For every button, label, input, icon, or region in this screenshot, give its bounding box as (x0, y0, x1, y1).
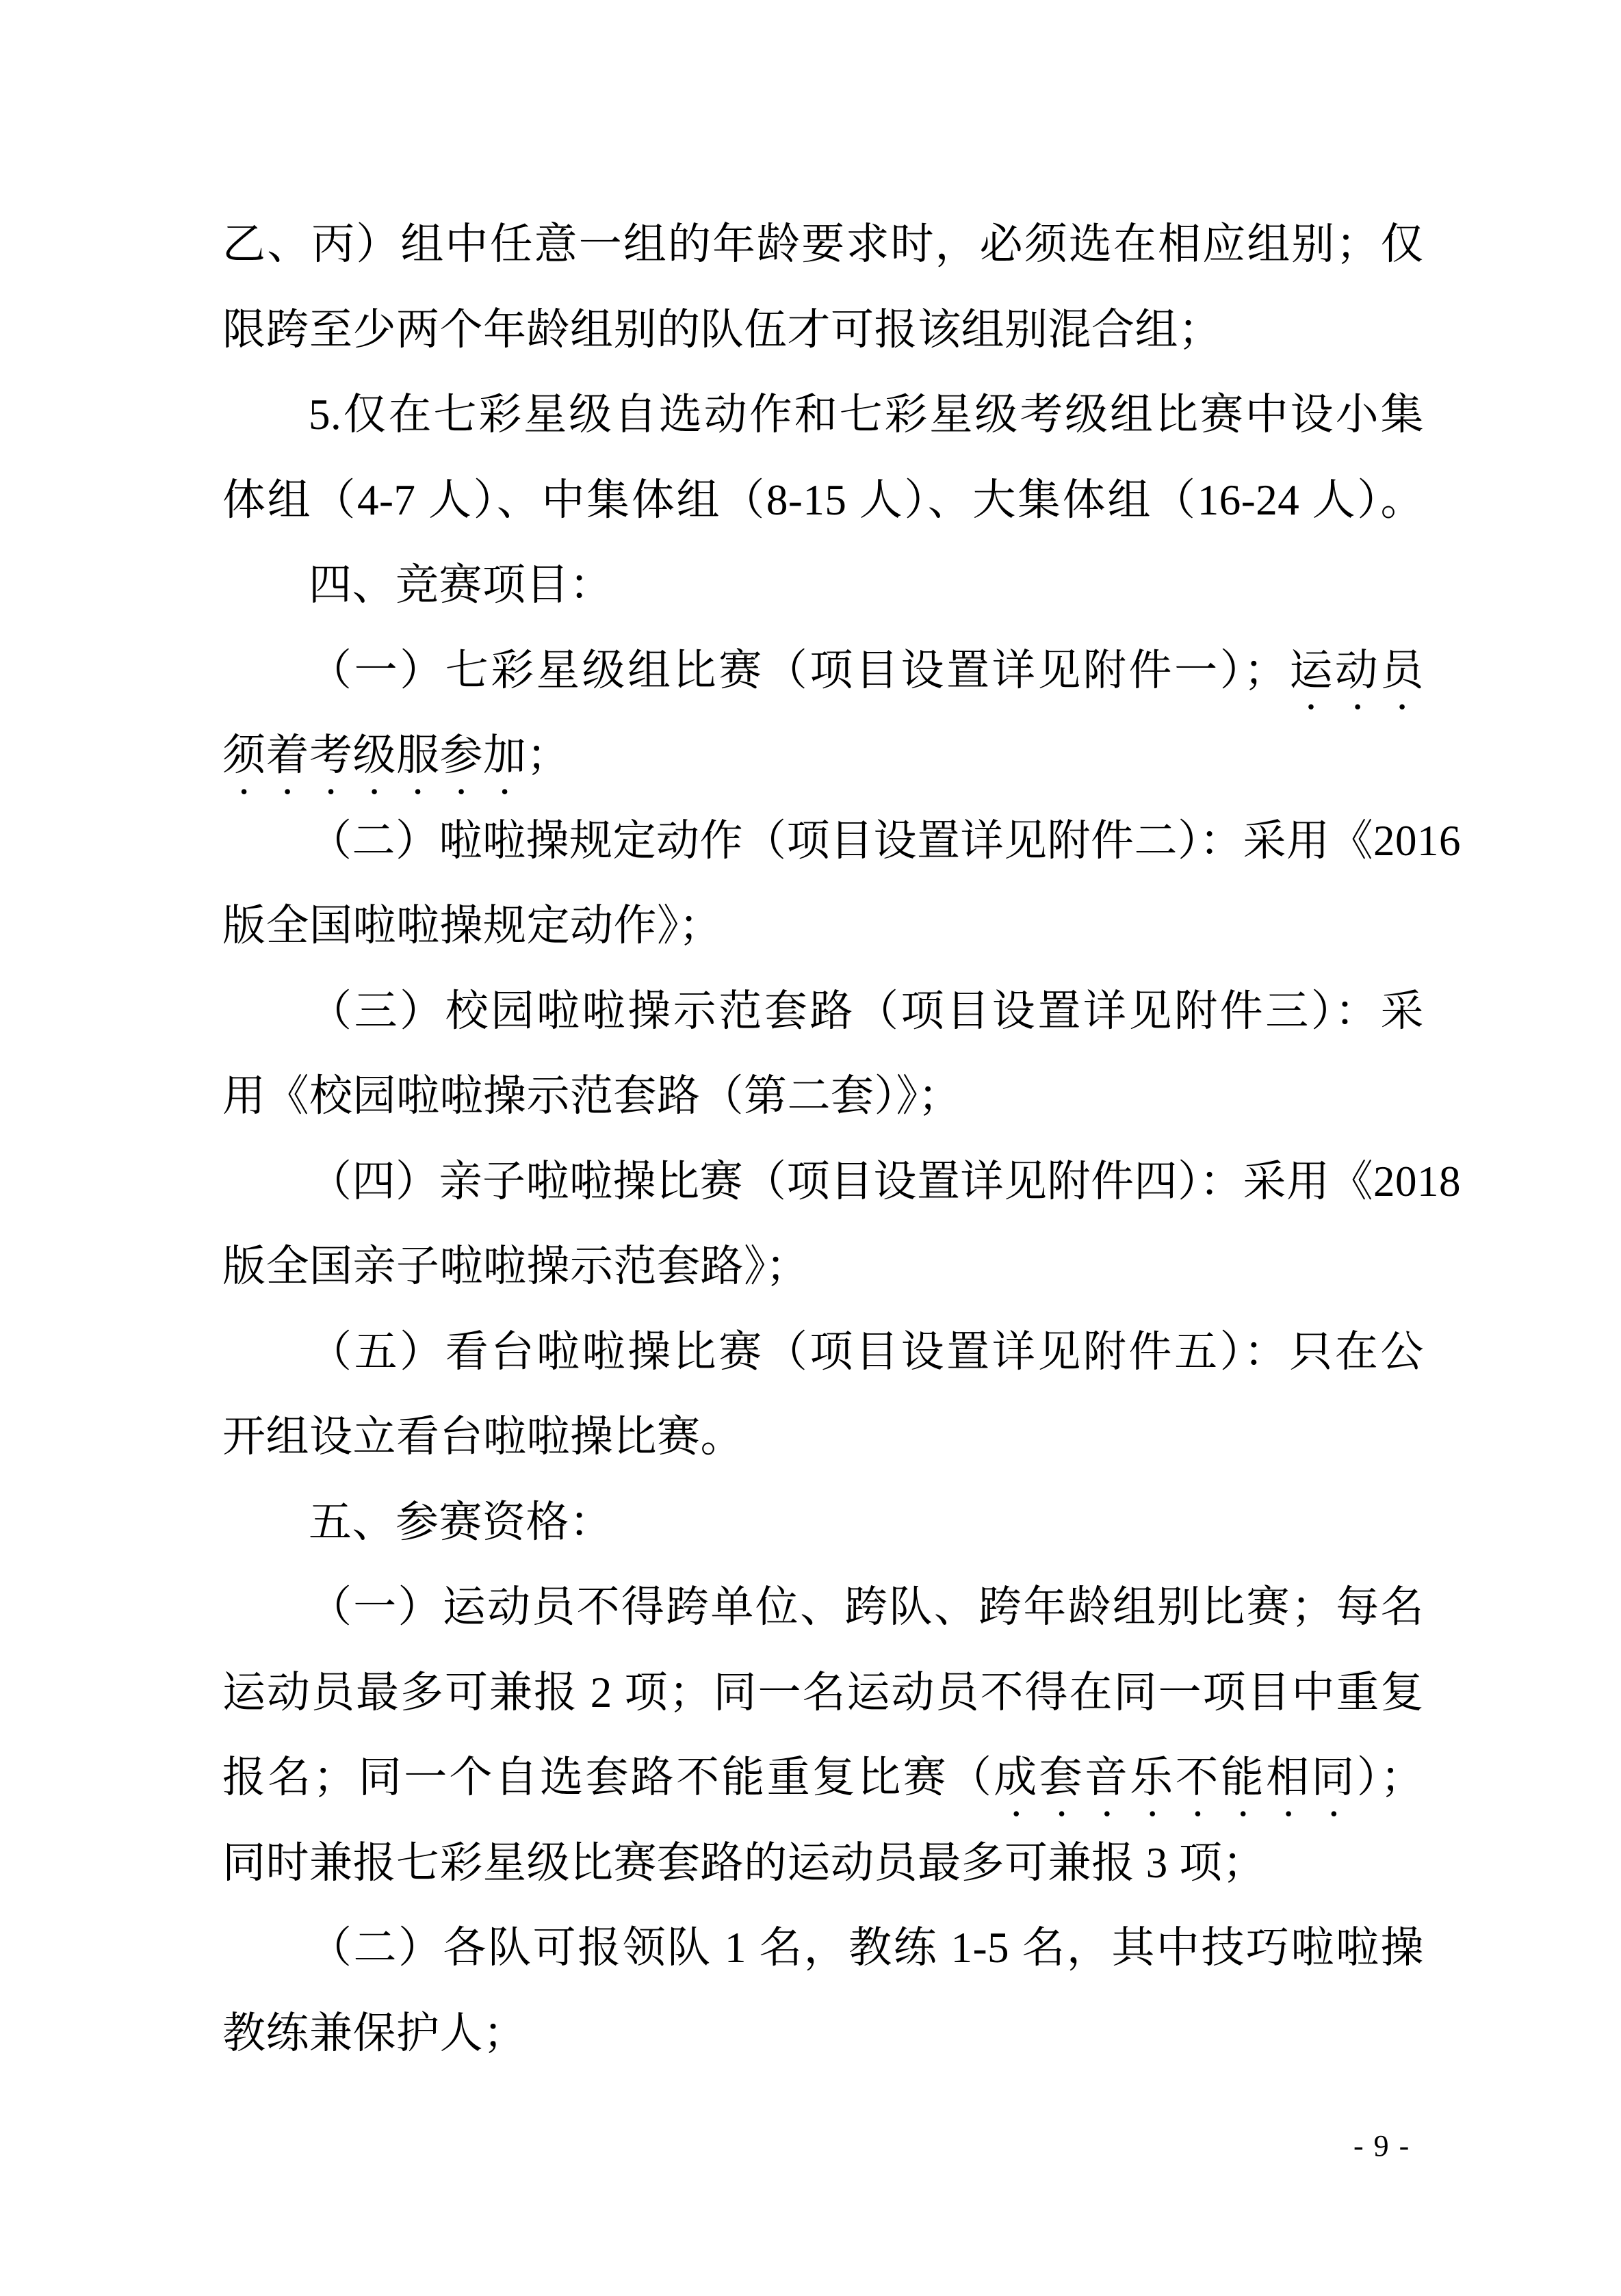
text-segment: 同时兼报七彩星级比赛套路的运动员最多可兼报 3 项； (222, 1838, 1266, 1887)
text-segment: 版全国啦啦操规定动作》； (222, 902, 723, 950)
text-line (222, 543, 1424, 628)
text-segment: （一）运动员不得跨单位、跨队、跨年龄组别比赛；每名 (309, 1583, 1424, 1631)
text-segment: 运动员最多可兼报 2 项；同一名运动员不得在同一项目中重复 (222, 1668, 1424, 1717)
text-segment: 体组（4-7 人）、中集体组（8-15 人）、大集体组（16-24 人）。 (222, 475, 1424, 524)
text-line (222, 1991, 1424, 2076)
text-line (222, 1224, 1424, 1309)
text-segment: 五、参赛资格： (309, 1498, 613, 1546)
text-segment: （一）七彩星级组比赛（项目设置详见附件一）； (309, 646, 1288, 694)
text-segment: 教练兼保护人； (222, 2009, 527, 2057)
text-line (222, 1394, 1424, 1480)
text-segment: （五）看台啦啦操比赛（项目设置详见附件五）：只在公 (309, 1327, 1424, 1376)
text-segment: 限跨至少两个年龄组别的队伍才可报该组别混合组； (222, 305, 1222, 354)
text-line (222, 713, 1424, 798)
emphasized-text: （成套音乐不能相同） (948, 1753, 1381, 1801)
text-segment: 四、竞赛项目： (309, 561, 613, 609)
text-line (222, 1821, 1424, 1906)
text-segment: （四）亲子啦啦操比赛（项目设置详见附件四）：采用《2018 (309, 1157, 1461, 1205)
text-segment: ； (1380, 1753, 1425, 1801)
text-line (222, 969, 1424, 1054)
text-segment: （二）啦啦操规定动作（项目设置详见附件二）：采用《2016 (309, 816, 1461, 865)
document-body (222, 202, 1461, 2076)
text-segment: 5.仅在七彩星级自选动作和七彩星级考级组比赛中设小集 (309, 391, 1424, 439)
text-line (222, 798, 1461, 884)
text-line (222, 202, 1424, 287)
text-segment: （三）校园啦啦操示范套路（项目设置详见附件三）：采 (309, 987, 1424, 1035)
text-segment: 用《校园啦啦操示范套路（第二套）》； (222, 1072, 961, 1120)
page-number: - 9 - (1353, 2129, 1411, 2163)
text-line (222, 458, 1424, 543)
text-line (222, 1480, 1424, 1565)
text-line (222, 883, 1424, 969)
text-segment: 报名；同一个自选套路不能重复比赛 (222, 1753, 948, 1801)
text-segment: 开组设立看台啦啦操比赛。 (222, 1413, 744, 1461)
text-line (222, 1905, 1424, 1991)
text-line (222, 1565, 1424, 1650)
text-line (222, 1054, 1424, 1139)
text-line (222, 372, 1424, 458)
text-line (222, 1735, 1424, 1821)
text-segment: 乙、丙）组中任意一组的年龄要求时，必须选在相应组别；仅 (222, 220, 1424, 268)
text-line (222, 1309, 1424, 1395)
text-line (222, 628, 1424, 714)
emphasized-text: 须着考级服参加 (222, 731, 527, 779)
text-segment: （二）各队可报领队 1 名，教练 1-5 名，其中技巧啦啦操 (309, 1924, 1424, 1972)
text-line (222, 287, 1424, 373)
text-segment: ； (526, 731, 570, 779)
text-segment: 版全国亲子啦啦操示范套路》； (222, 1242, 809, 1290)
text-line (222, 1139, 1461, 1225)
text-line (222, 1650, 1424, 1736)
emphasized-text: 运动员 (1287, 646, 1425, 694)
